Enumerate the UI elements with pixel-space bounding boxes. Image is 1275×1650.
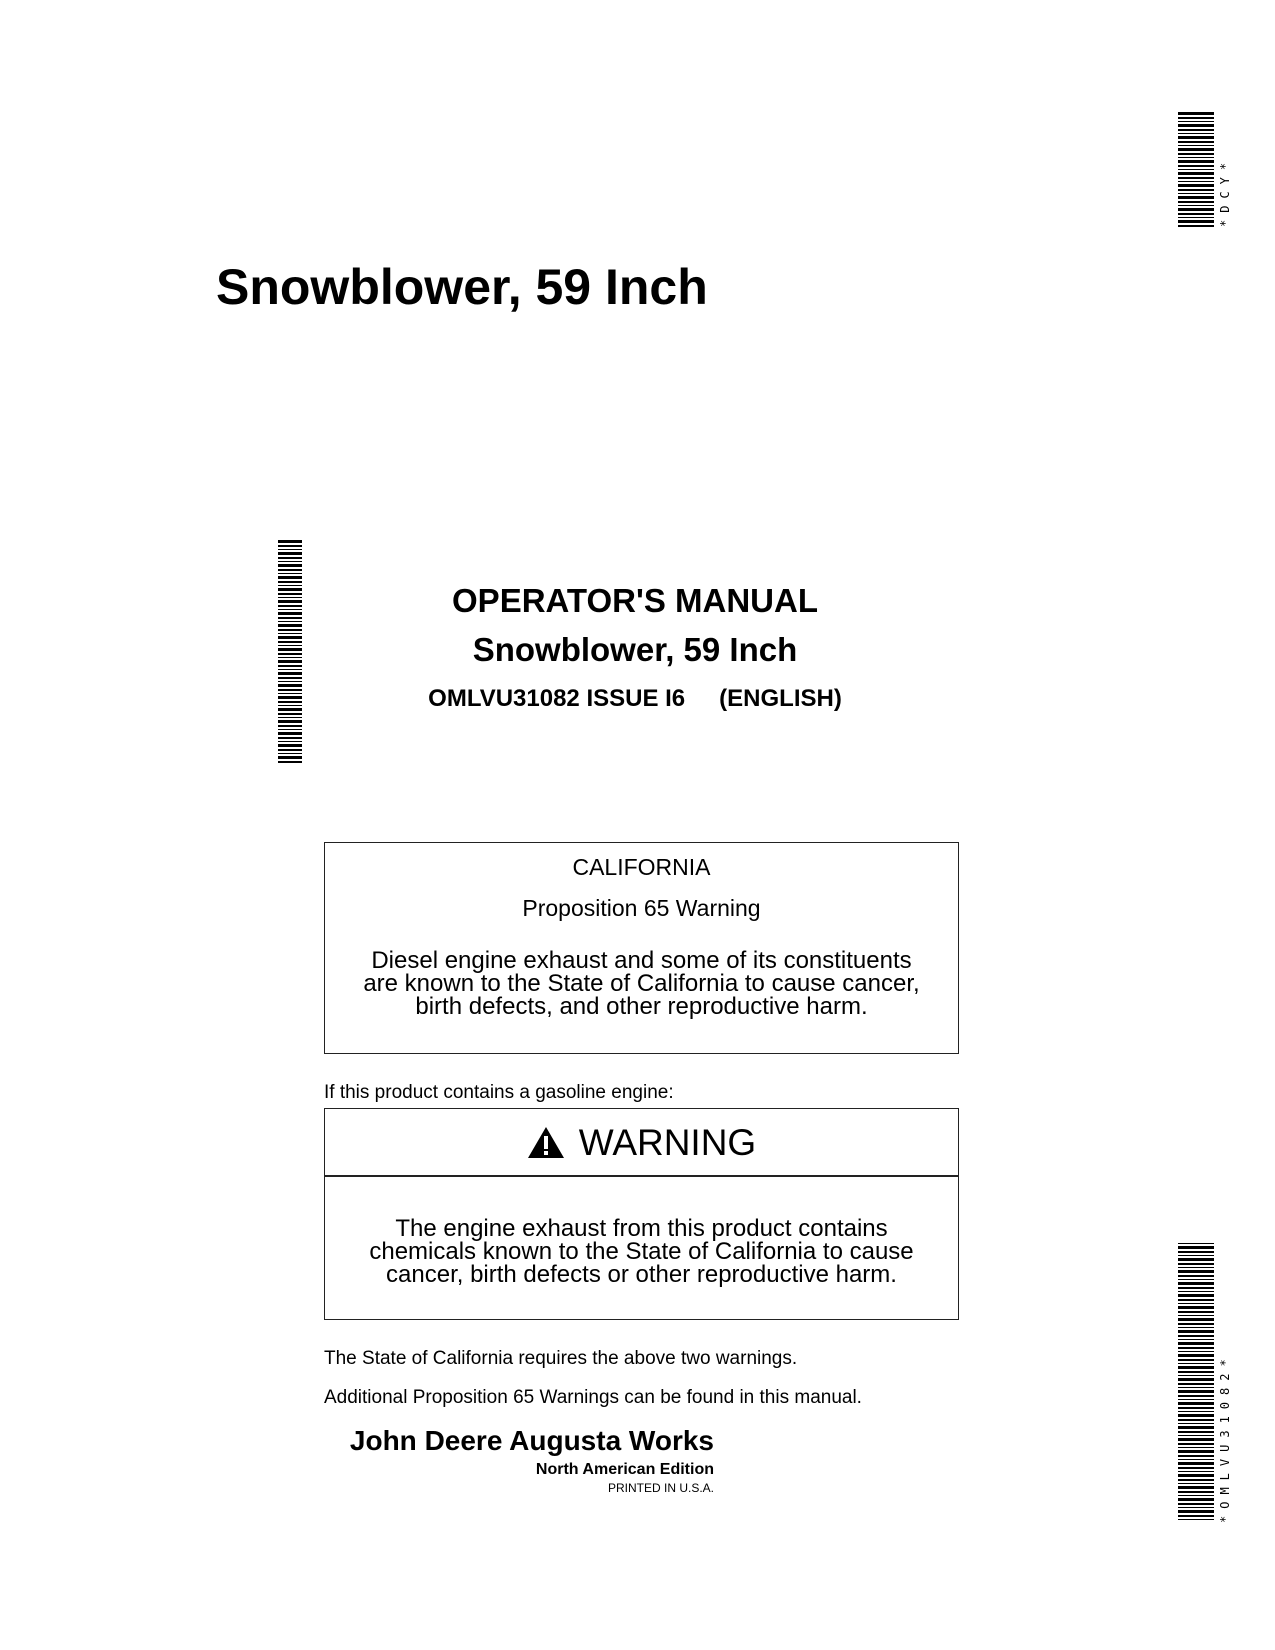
barcode-bottom-right xyxy=(1178,1243,1214,1523)
edition-label: North American Edition xyxy=(535,1461,714,1478)
manual-code-line xyxy=(390,685,880,713)
gasoline-warning-line: The engine exhaust from this product contains xyxy=(395,1215,888,1242)
barcode-left xyxy=(278,540,302,764)
barcode-bottom-right-bars xyxy=(1178,1243,1214,1523)
product-name: Snowblower, 59 Inch xyxy=(472,631,798,668)
california-heading: CALIFORNIA xyxy=(572,854,711,880)
warning-label: WARNING xyxy=(578,1121,757,1163)
additional-warnings-note: Additional Proposition 65 Warnings can be found in this manual. xyxy=(324,1387,862,1408)
manual-language: (ENGLISH) xyxy=(719,685,842,712)
warning-header xyxy=(325,1109,958,1177)
warning-triangle-icon xyxy=(527,1126,565,1159)
company-name: John Deere Augusta Works xyxy=(349,1425,714,1456)
california-warning-line: Diesel engine exhaust and some of its constituents xyxy=(371,947,912,974)
barcode-top-right-bars xyxy=(1178,112,1214,227)
california-warning-text xyxy=(325,949,958,1018)
gasoline-warning-line: cancer, birth defects or other reproductive harm. xyxy=(386,1261,897,1288)
barcode-top-right xyxy=(1178,112,1214,227)
barcode-bottom-right-text: *OMLVU31082* xyxy=(1218,1352,1232,1523)
gasoline-warning-text xyxy=(325,1177,958,1286)
proposition-heading: Proposition 65 Warning xyxy=(522,895,761,921)
gasoline-note: If this product contains a gasoline engine: xyxy=(324,1082,674,1103)
manual-code: OMLVU31082 ISSUE I6 xyxy=(428,685,686,712)
page-title: Snowblower, 59 Inch xyxy=(216,259,708,315)
manual-type: OPERATOR'S MANUAL xyxy=(452,582,818,619)
california-warning-line: are known to the State of California to cause cancer, xyxy=(363,970,920,997)
barcode-top-right-text: *DCY* xyxy=(1218,155,1232,227)
california-warning-line: birth defects, and other reproductive harm. xyxy=(415,993,868,1020)
requirement-note: The State of California requires the above two warnings. xyxy=(324,1348,798,1369)
footer-block xyxy=(324,1427,714,1495)
printed-label: PRINTED IN U.S.A. xyxy=(607,1481,714,1495)
gasoline-warning-line: chemicals known to the State of California to cause xyxy=(369,1238,914,1265)
barcode-left-bars xyxy=(278,540,302,764)
california-warning-box xyxy=(324,842,959,1054)
gasoline-warning-box xyxy=(324,1108,959,1320)
